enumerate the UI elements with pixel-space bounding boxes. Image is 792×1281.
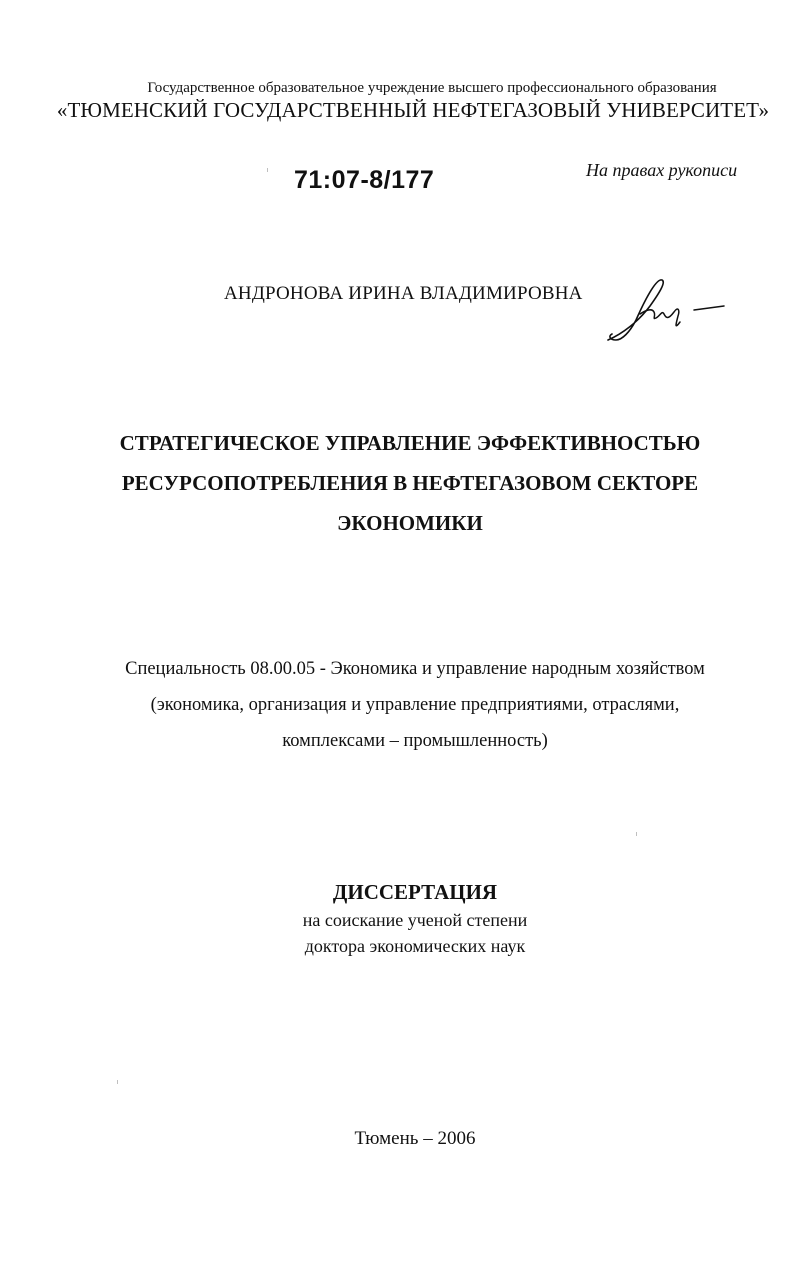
rights-note: На правах рукописи bbox=[586, 160, 738, 180]
degree-line: на соискание ученой степени bbox=[302, 910, 528, 930]
institution-line-2: «ТЮМЕНСКИЙ ГОСУДАРСТВЕННЫЙ НЕФТЕГАЗОВЫЙ УНИВЕРСИТЕТ» bbox=[56, 98, 770, 122]
dissertation-title bbox=[80, 423, 740, 543]
specialty-block bbox=[40, 651, 790, 759]
catalog-number: 71:07-8/177 bbox=[294, 166, 435, 194]
title-line: СТРАТЕГИЧЕСКОЕ УПРАВЛЕНИЕ ЭФФЕКТИВНОСТЬЮ bbox=[119, 431, 701, 455]
specialty-line: (экономика, организация и управление предприятиями, отраслями, bbox=[150, 695, 680, 715]
degree-block bbox=[40, 907, 790, 959]
author-name: АНДРОНОВА ИРИНА ВЛАДИМИРОВНА bbox=[224, 283, 583, 304]
title-line: РЕСУРСОПОТРЕБЛЕНИЯ В НЕФТЕГАЗОВОМ СЕКТОРЕ bbox=[121, 471, 699, 495]
specialty-line: Специальность 08.00.05 - Экономика и управление народным хозяйством bbox=[125, 659, 705, 679]
institution-line-1: Государственное образовательное учреждение высшего профессионального образования bbox=[147, 80, 717, 96]
signature-icon bbox=[604, 276, 734, 346]
title-line: ЭКОНОМИКИ bbox=[337, 511, 483, 535]
dissertation-label: ДИССЕРТАЦИЯ bbox=[332, 880, 498, 904]
scan-speck bbox=[636, 832, 637, 836]
specialty-line: комплексами – промышленность) bbox=[282, 731, 548, 751]
scan-speck bbox=[117, 1080, 118, 1084]
scan-speck bbox=[267, 168, 268, 172]
degree-line: доктора экономических наук bbox=[304, 936, 526, 956]
city-year: Тюмень – 2006 bbox=[354, 1128, 476, 1149]
